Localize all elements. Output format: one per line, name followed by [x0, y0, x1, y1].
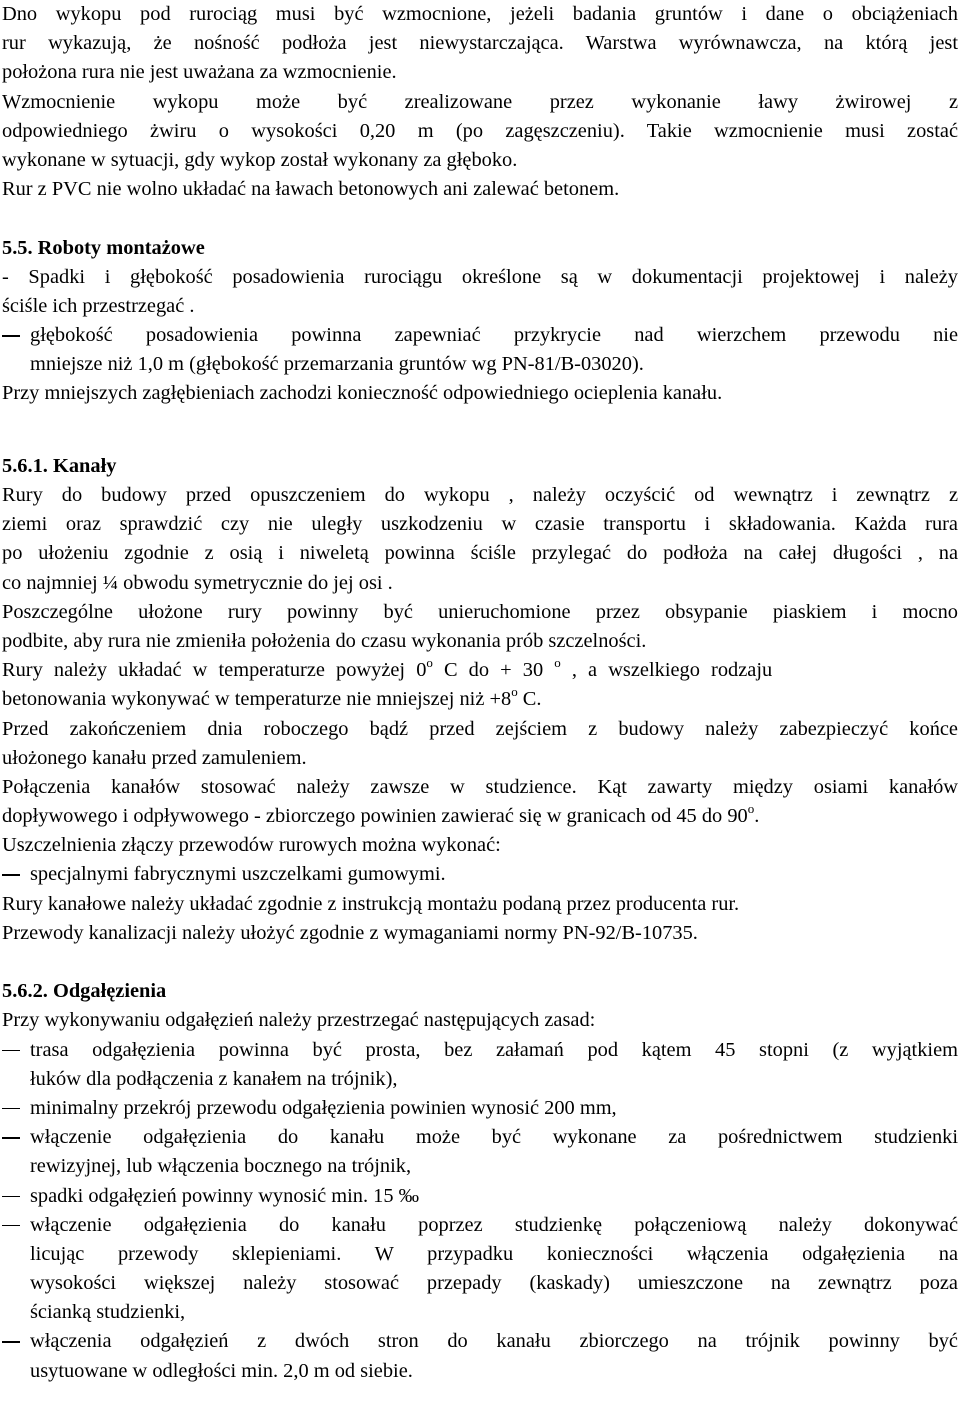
paragraph-line: Dno wykopu pod rurociąg musi być wzmocnione, jeżeli badania gruntów i dane o obciążeniach — [2, 3, 958, 25]
dash-icon — [2, 1196, 20, 1198]
section-heading-5-5: 5.5. Roboty montażowe — [2, 236, 205, 259]
paragraph-line: odpowiedniego żwiru o wysokości 0,20 m (po zagęszczeniu). Takie wzmocnienie musi zostać — [2, 119, 958, 142]
dash-bullet: specjalnymi fabrycznymi uszczelkami gumowymi. — [2, 860, 958, 889]
paragraph-line: rewizyjnej, lub włączenia bocznego na trójnik, — [30, 1155, 412, 1178]
temperature-line: betonowania wykonywać w temperaturze nie mniejszej niż $+8^o$ C. — [2, 684, 542, 711]
dash-icon — [2, 335, 20, 337]
paragraph-line: co najmniej ¼ obwodu symetrycznie do jej osi . — [2, 571, 393, 594]
dash-bullet: trasa odgałęzienia powinna być prosta, bez załamań pod kątem 45 stopni (z wyjątkiem — [2, 1036, 958, 1065]
paragraph-line: Przy wykonywaniu odgałęzień należy przestrzegać następujących zasad: — [2, 1009, 596, 1032]
paragraph-line: mniejsze niż 1,0 m (głębokość przemarzania gruntów wg PN-81/B-03020). — [30, 353, 644, 376]
paragraph-line: ściśle ich przestrzegać . — [2, 294, 195, 317]
paragraph-line: Przy mniejszych zagłębieniach zachodzi konieczność odpowiedniego ocieplenia kanału. — [2, 382, 723, 405]
paragraph-line: usytuowane w odległości min. 2,0 m od siebie. — [30, 1359, 413, 1382]
dash-icon — [2, 1225, 20, 1227]
dash-bullet: minimalny przekrój przewodu odgałęzienia powinien wynosić 200 mm, — [2, 1094, 958, 1123]
dash-icon — [2, 1108, 20, 1110]
temperature-line: Rury należy układać w temperaturze powyżej 0$^o$ C do + 30 $^o$ , a wszelkiego rodzaju — [2, 655, 773, 682]
paragraph-line: Rury do budowy przed opuszczeniem do wykopu , należy oczyścić od wewnątrz i zewnątrz z — [2, 484, 958, 506]
dash-bullet: głębokość posadowienia powinna zapewniać przykrycie nad wierzchem przewodu nie — [2, 321, 958, 350]
paragraph-line: Przewody kanalizacji należy ułożyć zgodnie z wymaganiami normy PN-92/B-10735. — [2, 921, 698, 944]
dash-bullet: spadki odgałęzień powinny wynosić min. 15 ‰ — [2, 1182, 958, 1211]
paragraph-line: ziemi oraz sprawdzić czy nie uległy uszkodzeniu w czasie transportu i składowania. Każda rura — [2, 513, 958, 536]
paragraph-line: Rur z PVC nie wolno układać na ławach betonowych ani zalewać betonem. — [2, 178, 620, 201]
paragraph-line: ułożonego kanału przed zamuleniem. — [2, 746, 307, 769]
paragraph-line: wykonane w sytuacji, gdy wykop został wykonany za głęboko. — [2, 148, 518, 171]
section-heading-5-6-2: 5.6.2. Odgałęzienia — [2, 980, 167, 1003]
paragraph-line: Poszczególne ułożone rury powinny być unieruchomione przez obsypanie piaskiem i mocno — [2, 600, 958, 623]
dash-icon — [2, 1341, 20, 1343]
paragraph-line: Uszczelnienia złączy przewodów rurowych można wykonać: — [2, 834, 501, 857]
dash-icon — [2, 874, 20, 876]
dash-icon — [2, 1050, 20, 1052]
dash-bullet: włączenie odgałęzienia do kanału może być wykonane za pośrednictwem studzienki — [2, 1123, 958, 1152]
paragraph-line: Połączenia kanałów stosować należy zawsze w studzience. Kąt zawarty między osiami kanałów — [2, 775, 958, 798]
paragraph-line: Wzmocnienie wykopu może być zrealizowane przez wykonanie ławy żwirowej z — [2, 90, 958, 113]
paragraph-line: łuków dla podłączenia z kanałem na trójnik), — [30, 1067, 398, 1090]
dash-icon — [2, 1137, 20, 1139]
paragraph-line: Przed zakończeniem dnia roboczego bądź przed zejściem z budowy należy zabezpieczyć końce — [2, 717, 958, 740]
dash-bullet: włączenie odgałęzienia do kanału poprzez studzienkę połączeniową należy dokonywać — [2, 1211, 958, 1240]
paragraph-line: wysokości większej należy stosować przepady (kaskady) umieszczone na zewnątrz poza — [30, 1272, 958, 1295]
paragraph-line: podbite, aby rura nie zmieniła położenia do czasu wykonania prób szczelności. — [2, 629, 647, 652]
angle-line: dopływowego i odpływowego - zbiorczego powinien zawierać się w granicach od 45 do 90$^o$. — [2, 801, 760, 828]
paragraph-line: rur wykazują, że nośność podłoża jest niewystarczająca. Warstwa wyrównawcza, na którą jest — [2, 32, 958, 55]
paragraph-line: - Spadki i głębokość posadowienia rurociągu określone są w dokumentacji projektowej i należy — [2, 265, 958, 288]
paragraph-line: licując przewody sklepieniami. W przypadku konieczności włączenia odgałęzienia na — [30, 1242, 958, 1265]
document-page — [2, 0, 958, 1386]
paragraph-line: po ułożeniu zgodnie z osią i niweletą powinna ściśle przylegać do podłoża na całej długości , na — [2, 542, 958, 565]
paragraph-line: ścianką studzienki, — [30, 1301, 186, 1324]
section-heading-5-6-1: 5.6.1. Kanały — [2, 454, 117, 477]
dash-bullet: włączenia odgałęzień z dwóch stron do kanału zbiorczego na trójnik powinny być — [2, 1327, 958, 1356]
paragraph-line: położona rura nie jest uważana za wzmocnienie. — [2, 61, 397, 84]
paragraph-line: Rury kanałowe należy układać zgodnie z instrukcją montażu podaną przez producenta rur. — [2, 892, 740, 915]
